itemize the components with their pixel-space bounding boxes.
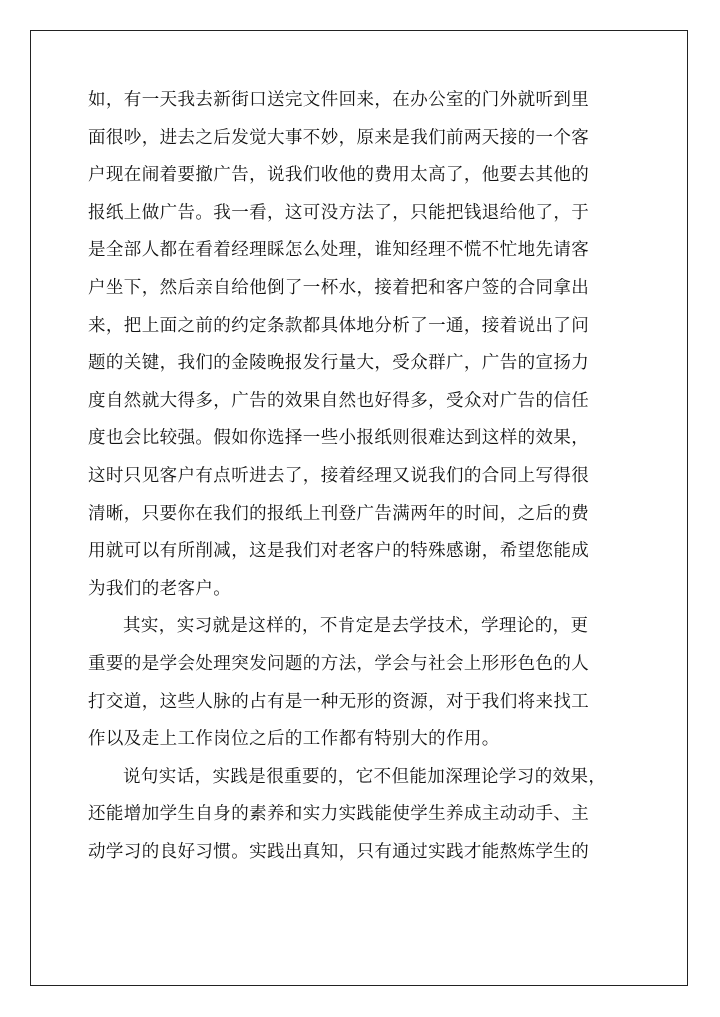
text-line: 作以及走上工作岗位之后的工作都有特别大的作用。 xyxy=(88,729,500,750)
paragraph-3 xyxy=(88,759,633,872)
text-line: 打交道，这些人脉的占有是一种无形的资源，对于我们将来找工 xyxy=(88,691,590,712)
text-line: 户坐下，然后亲自给他倒了一杯水，接着把和客户签的合同拿出 xyxy=(88,277,590,298)
text-line: 重要的是学会处理突发问题的方法，学会与社会上形形色色的人 xyxy=(88,653,590,674)
text-line: 度也会比较强。假如你选择一些小报纸则很难达到这样的效果， xyxy=(88,428,590,449)
paragraph-2 xyxy=(88,608,633,758)
text-line: 如，有一天我去新街口送完文件回来，在办公室的门外就听到里 xyxy=(88,90,590,110)
text-line: 为我们的老客户。 xyxy=(88,578,232,599)
text-line: 度自然就大得多，广告的效果自然也好得多，受众对广告的信任 xyxy=(88,390,590,411)
document-body xyxy=(88,82,633,871)
text-line: 报纸上做广告。我一看，这可没方法了，只能把钱退给他了，于 xyxy=(88,202,590,223)
text-line: 题的关键，我们的金陵晚报发行量大，受众群广，广告的宣扬力 xyxy=(88,353,590,374)
text-line: 来，把上面之前的约定条款都具体地分析了一通，接着说出了问 xyxy=(88,315,590,336)
text-line: 是全部人都在看着经理睬怎么处理，谁知经理不慌不忙地先请客 xyxy=(88,240,590,261)
text-line: 还能增加学生自身的素养和实力实践能使学生养成主动动手、主 xyxy=(88,804,590,825)
text-line: 户现在闹着要撤广告，说我们收他的费用太高了，他要去其他的 xyxy=(88,165,590,186)
text-line: 用就可以有所削减，这是我们对老客户的特殊感谢，希望您能成 xyxy=(88,541,590,562)
text-line: 清晰，只要你在我们的报纸上刊登广告满两年的时间，之后的费 xyxy=(88,503,590,524)
text-line: 面很吵，进去之后发觉大事不妙，原来是我们前两天接的一个客 xyxy=(88,127,590,148)
text-line: 说句实话，实践是很重要的，它不但能加深理论学习的效果， xyxy=(123,766,607,787)
text-line: 动学习的良好习惯。实践出真知，只有通过实践才能熬炼学生的 xyxy=(88,841,590,862)
paragraph-1 xyxy=(88,82,633,608)
text-line: 这时只见客户有点听进去了，接着经理又说我们的合同上写得很 xyxy=(88,465,590,486)
text-line: 其实，实习就是这样的，不肯定是去学技术，学理论的，更 xyxy=(123,616,589,637)
